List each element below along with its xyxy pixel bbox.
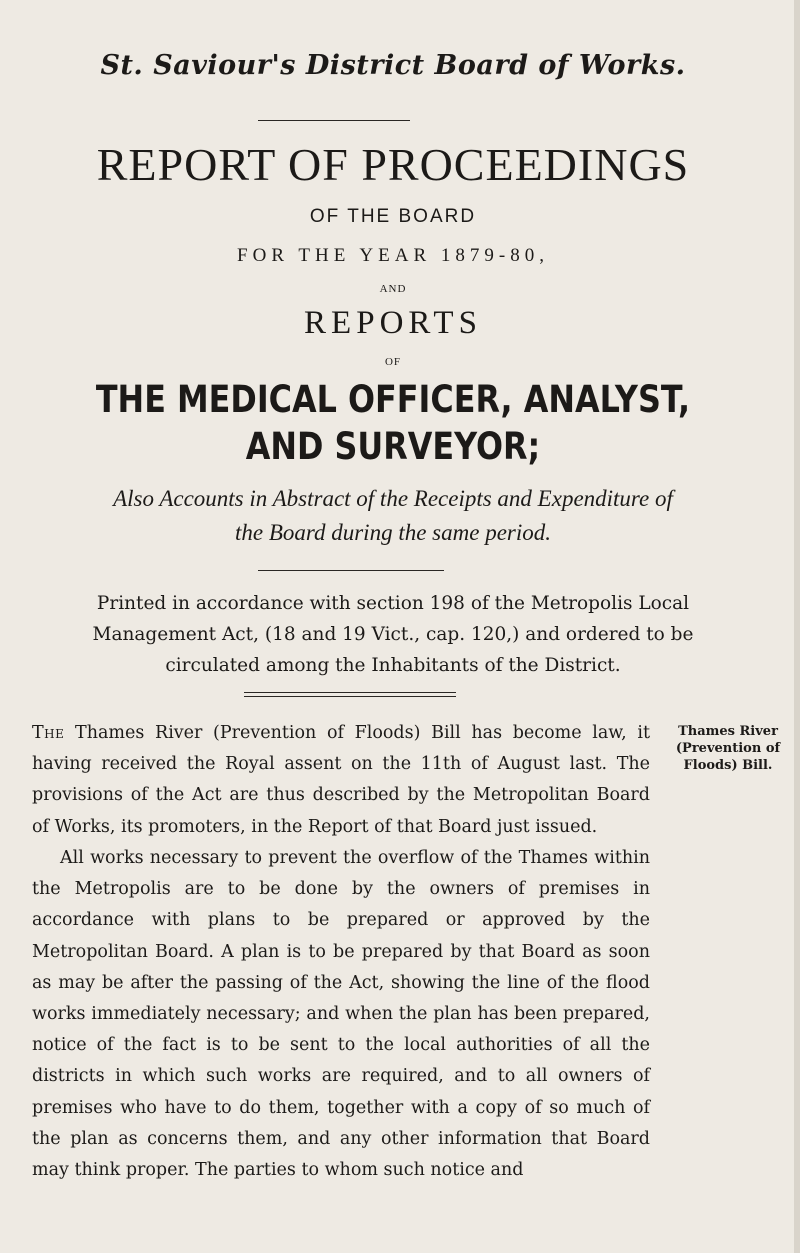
report-title: REPORT OF PROCEEDINGS <box>96 139 690 190</box>
and-connector: AND <box>379 283 407 295</box>
of-the-board-heading: OF THE BOARD <box>309 206 477 227</box>
printed-notice-line: circulated among the Inhabitants of the District. <box>165 655 621 676</box>
body-paragraph <box>32 718 650 843</box>
margin-note-line: Thames River <box>678 724 778 739</box>
officers-heading-line1: THE MEDICAL OFFICER, ANALYST, <box>95 378 691 421</box>
divider-rule <box>258 120 410 121</box>
printed-notice-line: Printed in accordance with section 198 of the Metropolis Local <box>96 593 690 614</box>
margin-note-line: (Prevention of <box>675 741 781 756</box>
paragraph-text: Thames River (Prevention of Floods) Bill has become law, it having received the Royal assent on the 11th of August last. The provisions of the Act are thus described by the Metropolitan Board of Works, its promoters, in the Report of that Board just issued. <box>32 723 650 837</box>
reports-heading: REPORTS <box>304 305 482 341</box>
officers-heading-line2: AND SURVEYOR; <box>245 425 541 468</box>
divider-rule <box>258 570 444 571</box>
for-the-year-heading: FOR THE YEAR 1879-80, <box>237 245 549 266</box>
paragraph-lead-word: The <box>32 723 65 743</box>
double-divider-rule <box>244 692 456 697</box>
margin-note <box>660 723 796 774</box>
subtitle-line1: Also Accounts in Abstract of the Receipts and Expenditure of <box>113 486 673 511</box>
page-edge-shadow <box>794 0 800 1253</box>
board-title: St. Saviour's District Board of Works. <box>100 50 686 81</box>
printed-notice-line: Management Act, (18 and 19 Vict., cap. 120,) and ordered to be <box>92 624 694 645</box>
of-connector: OF <box>384 356 402 368</box>
subtitle-line2: the Board during the same period. <box>234 520 551 545</box>
body-paragraph: All works necessary to prevent the overflow of the Thames within the Metropolis are to be done by the owners of premises in accordance with plans to be prepared or approved by the Metropolitan Board. A plan is to be prepared by that Board as soon as may be after the passing of the Act, showing the line of the flood works immediately necessary; and when the plan has been prepared, notice of the fact is to be sent to the local authorities of all the districts in which such works are required, and to all owners of premises who have to do them, together with a copy of so much of the plan as concerns them, and any other information that Board may think proper. The parties to whom such notice and <box>32 848 650 1181</box>
margin-note-line: Floods) Bill. <box>683 758 773 773</box>
printed-notice <box>0 588 786 681</box>
